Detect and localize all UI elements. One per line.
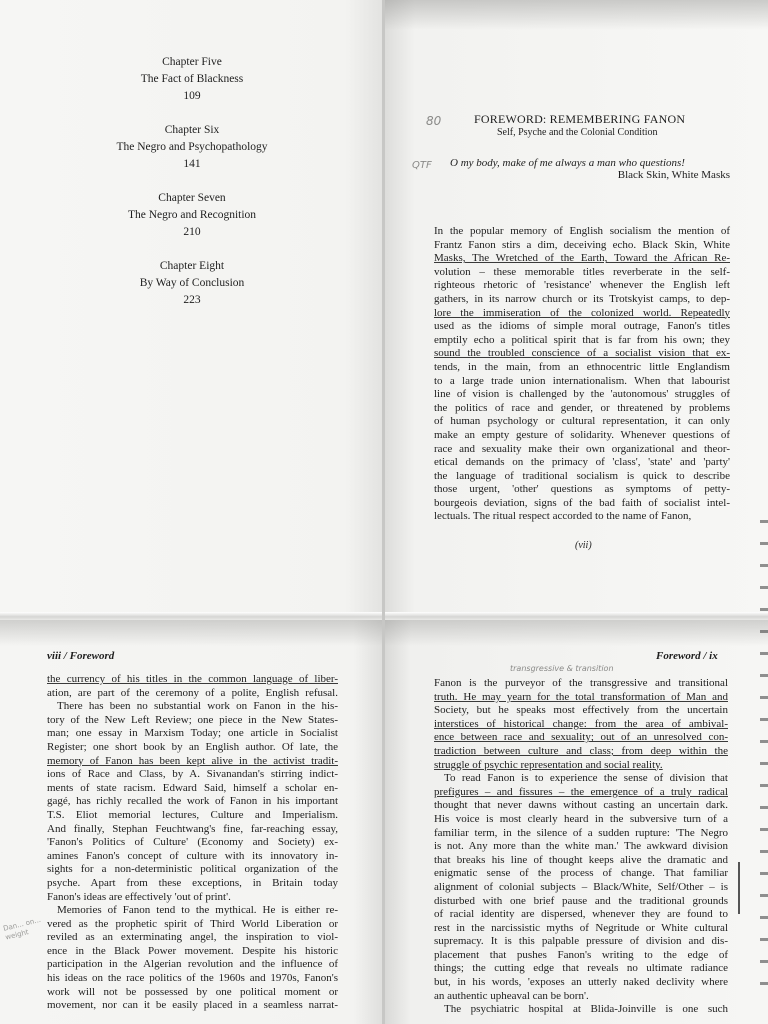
foreword-body	[434, 225, 730, 524]
text-line: interstices of historical change: from the area of ambival-	[434, 717, 728, 730]
text-line: sound the troubled conscience of a socialist vision that ex-	[434, 347, 730, 360]
text-line: race and sexuality make their own organizational and theor-	[434, 442, 730, 455]
handwritten-note-title: 80	[426, 114, 442, 128]
text-line: His voice is most clearly heard in the subversive turn of a	[434, 812, 728, 825]
text-line: ation, are part of the ceremony of a polite, English refusal.	[47, 686, 338, 699]
text-line: familiar term, in the silence of a sudden rupture: 'The Negro	[434, 826, 728, 839]
text-line: enigmatic sense of the process of change. That familiar	[434, 867, 728, 880]
text-line: movement, nor can it be easily placed in a seamless narrat-	[47, 999, 338, 1012]
text-line: rest in the narcissistic myths of Negritude or White cultural	[434, 921, 728, 934]
text-line: that breaks his line of thought keeps alive the dramatic and	[434, 853, 728, 866]
text-line: of human psychology or cultural representation, it can only	[434, 415, 730, 428]
toc-title: The Negro and Psychopathology	[116, 141, 268, 153]
text-line: make an empty gesture of solidarity. Whenever questions of	[434, 428, 730, 441]
margin-pen-mark	[738, 862, 740, 914]
text-line: bourgeois deviation, signs of the bad faith of socialist intel-	[434, 496, 730, 509]
toc-chapter: Chapter Eight	[159, 260, 225, 272]
table-of-contents	[92, 54, 292, 326]
text-line: tradiction between culture and class; from deep within the	[434, 744, 728, 757]
text-line: etical demands on the primacy of 'class', 'state' and 'party'	[434, 456, 730, 469]
running-head: viii / Foreword	[47, 650, 115, 662]
page-ix-body	[434, 677, 728, 1017]
toc-entry	[92, 54, 292, 105]
toc-entry	[92, 258, 292, 309]
text-line: the currency of his titles in the common language of liber-	[47, 673, 338, 685]
text-line: Register; one short book by an English author. Of late, the	[47, 740, 338, 753]
text-line: the politics of race and gender, or threatened by problems	[434, 401, 730, 414]
text-line: an authentic upheaval can be born'.	[434, 989, 589, 1002]
text-line: gathers, in its narrow church or its Trotskyist camps, to dep-	[434, 292, 730, 305]
text-line: alignment of colonial subjects – Black/White, Self/Other – is	[434, 880, 728, 893]
text-line: his ideas on the race politics of the 1960s and 1970s, Fanon's	[47, 972, 338, 985]
text-line: work will not be possessed by one political moment or	[47, 985, 338, 998]
text-line: participation in the Algerian revolution and the influence of	[47, 958, 338, 971]
text-line: Masks, The Wretched of the Earth, Toward the African Re-	[434, 252, 730, 265]
text-line: tory of the New Left Review; one piece in the New States-	[47, 713, 338, 726]
toc-chapter: Chapter Seven	[158, 192, 226, 204]
text-line: placement that pushes Fanon's writing to the edge of	[434, 948, 728, 961]
toc-chapter: Chapter Six	[164, 124, 220, 136]
text-line: lectuals. The ritual respect accorded to the name of Fanon,	[434, 510, 692, 523]
text-line: ence between race and sexuality; out of an unresolved con-	[434, 731, 728, 744]
text-line: the language of traditional socialism is quick to describe	[434, 469, 730, 482]
toc-title: By Way of Conclusion	[139, 277, 245, 289]
text-line: There has been no substantial work on Fanon in the his-	[57, 700, 338, 713]
text-line: ence in the Black Power movement. Despite his historic	[47, 944, 338, 957]
toc-entry	[92, 122, 292, 173]
scan-shadow	[384, 0, 768, 30]
text-line: things; the cutting edge that reveals no ultimate radiance	[434, 962, 728, 975]
text-line: gagé, has richly recalled the work of Fanon in his important	[47, 795, 338, 808]
epigraph-quote: O my body, make of me always a man who questions!	[450, 157, 685, 169]
handwritten-note-top: transgressive & transition	[510, 664, 614, 673]
text-line: reviled as an exterminating angel, the inspiration to viol-	[47, 931, 338, 944]
text-line: The psychiatric hospital at Blida-Joinville is one such	[444, 1003, 728, 1016]
text-line: Frantz Fanon stirs a dim, deceiving echo. Black Skin, White	[434, 238, 730, 251]
handwritten-note-epigraph: QTF	[412, 160, 432, 171]
foreword-title: FOREWORD: REMEMBERING FANON	[474, 112, 686, 126]
running-head: Foreword / ix	[656, 650, 718, 662]
handwritten-margin-note: Dan... on... weight	[2, 915, 42, 942]
contents-page	[0, 0, 384, 616]
toc-page: 109	[183, 90, 201, 102]
scan-shadow	[384, 616, 768, 646]
text-line: Fanon's ideas are effectively 'out of print'.	[47, 890, 231, 903]
text-line: thought that never dawns without casting an uncertain dark.	[434, 799, 728, 812]
text-line: lore the immiseration of the colonized world. Repeatedly	[434, 306, 730, 319]
text-line: righteous rhetoric of 'resistance' whenever the English left	[434, 279, 730, 292]
toc-page: 223	[183, 294, 201, 306]
toc-title: The Fact of Blackness	[140, 73, 244, 85]
text-line: is not. Any more than the white man.' The awkward division	[434, 840, 728, 853]
text-line: vered as the prophetic spirit of Third World Liberation or	[47, 917, 338, 930]
text-line: struggle of psychic representation and social reality.	[434, 758, 663, 771]
text-line: And finally, Stephan Feuchtwang's fine, far-reaching essay,	[47, 822, 338, 835]
text-line: line of vision is challenged by the 'autonomous' struggles of	[434, 388, 730, 401]
text-line: ions of Race and Class, by A. Sivanandan's stirring indict-	[47, 768, 338, 781]
text-line: Fanon is the purveyor of the transgressive and transitional	[434, 677, 728, 689]
text-line: To read Fanon is to experience the sense of division that	[444, 772, 728, 785]
toc-page: 141	[183, 158, 201, 170]
foreword-subtitle: Self, Psyche and the Colonial Condition	[497, 127, 658, 138]
text-line: Society, but he speaks most effectively from the uncertain	[434, 704, 728, 717]
toc-title: The Negro and Recognition	[127, 209, 257, 221]
text-line: man; one essay in Marxism Today; one article in Socialist	[47, 727, 338, 740]
text-line: to a large trade union internationalism. When that labourist	[434, 374, 730, 387]
epigraph-source: Black Skin, White Masks	[617, 169, 730, 181]
text-line: psyche. Apart from these exceptions, in Britain today	[47, 876, 338, 889]
text-line: prefigures – and fissures – the emergence of a truly radical	[434, 785, 728, 798]
page-viii-body	[47, 673, 338, 1013]
text-line: sights for a non-deterministic political organization of the	[47, 863, 338, 876]
text-line: disturbed with one brief pause and the traditional grounds	[434, 894, 728, 907]
text-line: T.S. Eliot memorial lectures, Culture and Imperialism.	[47, 808, 338, 821]
toc-page: 210	[183, 226, 201, 238]
book-spine	[382, 0, 385, 1024]
text-line: used as the idioms of simple moral outrage, Fanon's titles	[434, 320, 730, 333]
text-line: those urgent, 'other' questions as symptoms of petty-	[434, 483, 730, 496]
toc-entry	[92, 190, 292, 241]
scan-shadow	[0, 616, 384, 646]
text-line: Memories of Fanon tend to the mythical. He is either re-	[57, 904, 338, 917]
text-line: tends, in the main, from an ethnocentric little Englandism	[434, 360, 730, 373]
text-line: of racial identity are dispersed, whenever they are found to	[434, 908, 728, 921]
scan-edge-marks	[760, 520, 768, 990]
toc-chapter: Chapter Five	[162, 56, 222, 68]
text-line: 'Fanon's Politics of Culture' (Economy and Society) ex-	[47, 836, 338, 849]
text-line: In the popular memory of English socialism the mention of	[434, 225, 730, 237]
text-line: volution – these memorable titles reverberate in the self-	[434, 265, 730, 278]
text-line: truth. He may yearn for the total transformation of Man and	[434, 690, 728, 703]
text-line: supremacy. It is this palpable pressure of division and dis-	[434, 935, 728, 948]
page-number: (vii)	[575, 540, 592, 551]
text-line: memory of Fanon has been kept alive in the activist tradit-	[47, 754, 338, 767]
text-line: emptily echo a political spirit that is far from his own; they	[434, 333, 730, 346]
epigraph	[434, 157, 730, 181]
text-line: ments of state racism. Edward Said, himself a scholar en-	[47, 781, 338, 794]
text-line: amines Fanon's concept of culture with its innovatory in-	[47, 849, 338, 862]
text-line: but, in his words, 'exposes an utterly naked declivity where	[434, 976, 728, 989]
